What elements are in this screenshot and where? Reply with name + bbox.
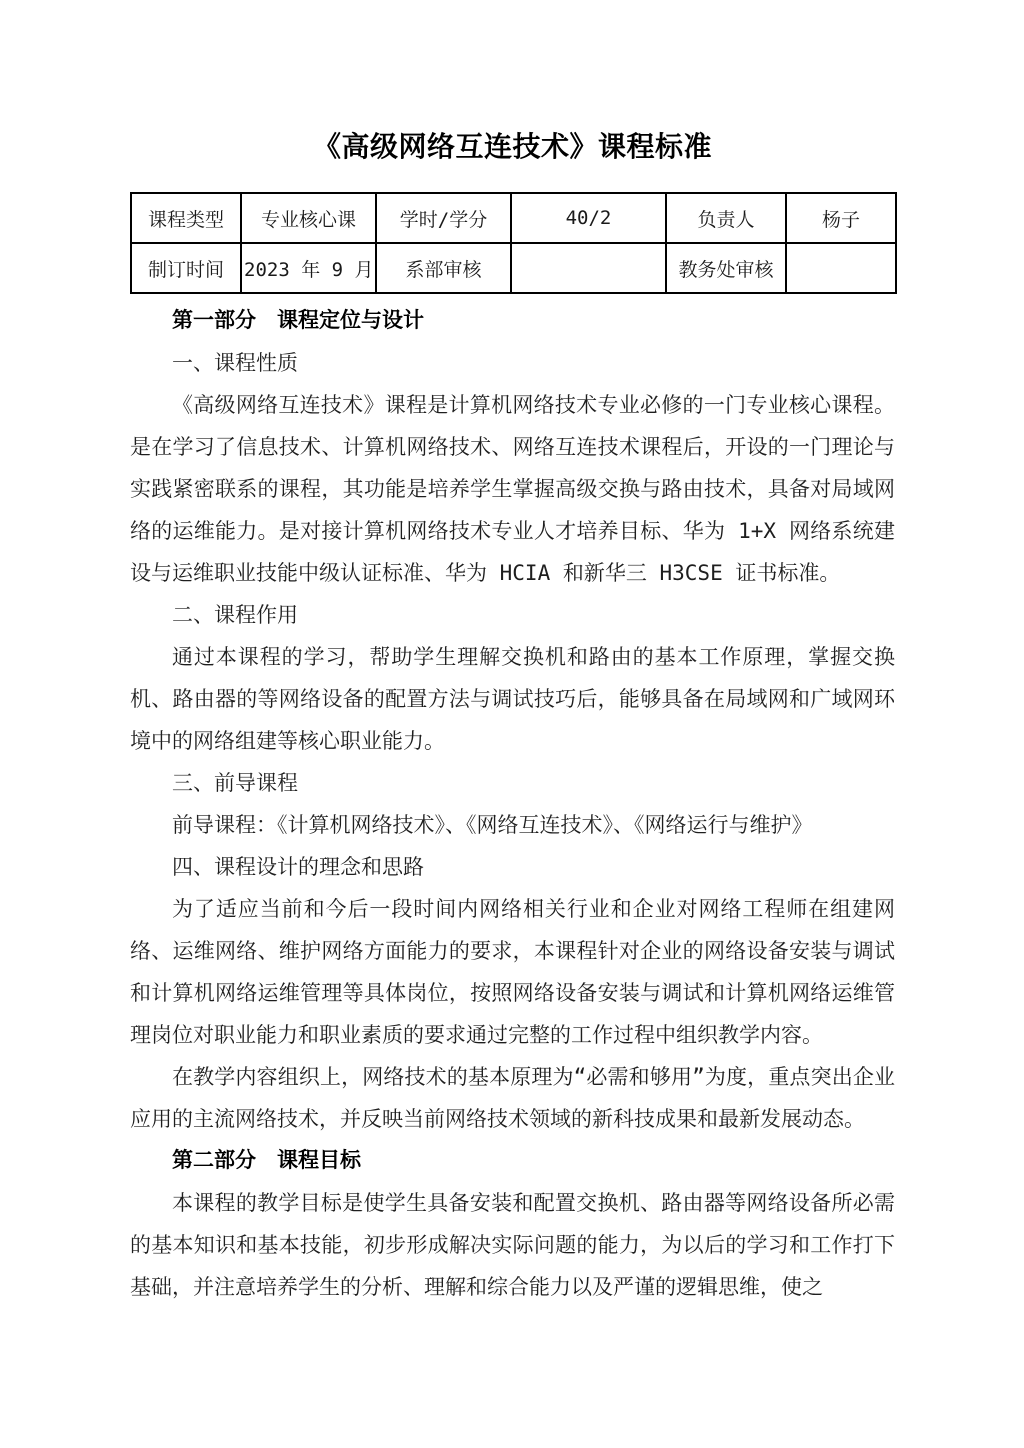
table-cell-person-in-charge-label: 负责人 <box>666 193 786 243</box>
table-cell-person-in-charge-value: 杨子 <box>786 193 896 243</box>
paragraph-design-concept: 为了适应当前和今后一段时间内网络相关行业和企业对网络工程师在组建网络、运维网络、维护网络方面能力的要求，本课程针对企业的网络设备安装与调试和计算机网络运维管理等具体岗位，按照网络设备安装与调试和计算机网络运维管理岗位对职业能力和职业素质的要求通过完整的工作过程中组织教学内容。 <box>130 897 895 1047</box>
table-cell-formulation-date-label: 制订时间 <box>131 243 241 293</box>
table-cell-hours-credits-value: 40/2 <box>511 193 666 243</box>
table-cell-course-type-value: 专业核心课 <box>241 193 376 243</box>
document-title: 《高级网络互连技术》课程标准 <box>312 131 712 162</box>
table-cell-academic-office-review-label: 教务处审核 <box>666 243 786 293</box>
table-row <box>131 193 896 243</box>
paragraph-course-objectives: 本课程的教学目标是使学生具备安装和配置交换机、路由器等网络设备所必需的基本知识和基本技能，初步形成解决实际问题的能力，为以后的学习和工作打下基础，并注意培养学生的分析、理解和综合能力以及严谨的逻辑思维，使之 <box>130 1191 895 1299</box>
course-info-table <box>130 192 897 294</box>
subsection-heading-course-nature: 一、课程性质 <box>172 351 298 375</box>
paragraph-teaching-content-organization: 在教学内容组织上，网络技术的基本原理为“必需和够用”为度，重点突出企业应用的主流网络技术，并反映当前网络技术领域的新科技成果和最新发展动态。 <box>130 1065 895 1131</box>
table-cell-department-review-value <box>511 243 666 293</box>
document-content <box>130 300 895 1308</box>
subsection-heading-design-concept: 四、课程设计的理念和思路 <box>172 855 424 879</box>
paragraph-course-function: 通过本课程的学习，帮助学生理解交换机和路由的基本工作原理，掌握交换机、路由器的等网络设备的配置方法与调试技巧后，能够具备在局域网和广域网环境中的网络组建等核心职业能力。 <box>130 645 895 753</box>
section-heading-part1: 第一部分 课程定位与设计 <box>172 309 424 332</box>
table-cell-formulation-date-value: 2023 年 9 月 <box>241 243 376 293</box>
table-cell-hours-credits-label: 学时/学分 <box>376 193 511 243</box>
table-cell-course-type-label: 课程类型 <box>131 193 241 243</box>
subsection-heading-prerequisite-courses: 三、前导课程 <box>172 771 298 795</box>
paragraph-course-nature: 《高级网络互连技术》课程是计算机网络技术专业必修的一门专业核心课程。是在学习了信息技术、计算机网络技术、网络互连技术课程后，开设的一门理论与实践紧密联系的课程，其功能是培养学生掌握高级交换与路由技术，具备对局域网络的运维能力。是对接计算机网络技术专业人才培养目标、华为 1+X 网络系统建设与运维职业技能中级认证标准、华为 HCIA 和新华三 H3CSE 证书标准。 <box>130 393 895 585</box>
table-cell-academic-office-review-value <box>786 243 896 293</box>
table-cell-department-review-label: 系部审核 <box>376 243 511 293</box>
section-heading-part2: 第二部分 课程目标 <box>172 1149 361 1172</box>
document-body <box>130 126 895 1308</box>
paragraph-prerequisite-courses-list: 前导课程：《计算机网络技术》、《网络互连技术》、《网络运行与维护》 <box>172 813 813 837</box>
subsection-heading-course-function: 二、课程作用 <box>172 603 298 627</box>
table-row <box>131 243 896 293</box>
